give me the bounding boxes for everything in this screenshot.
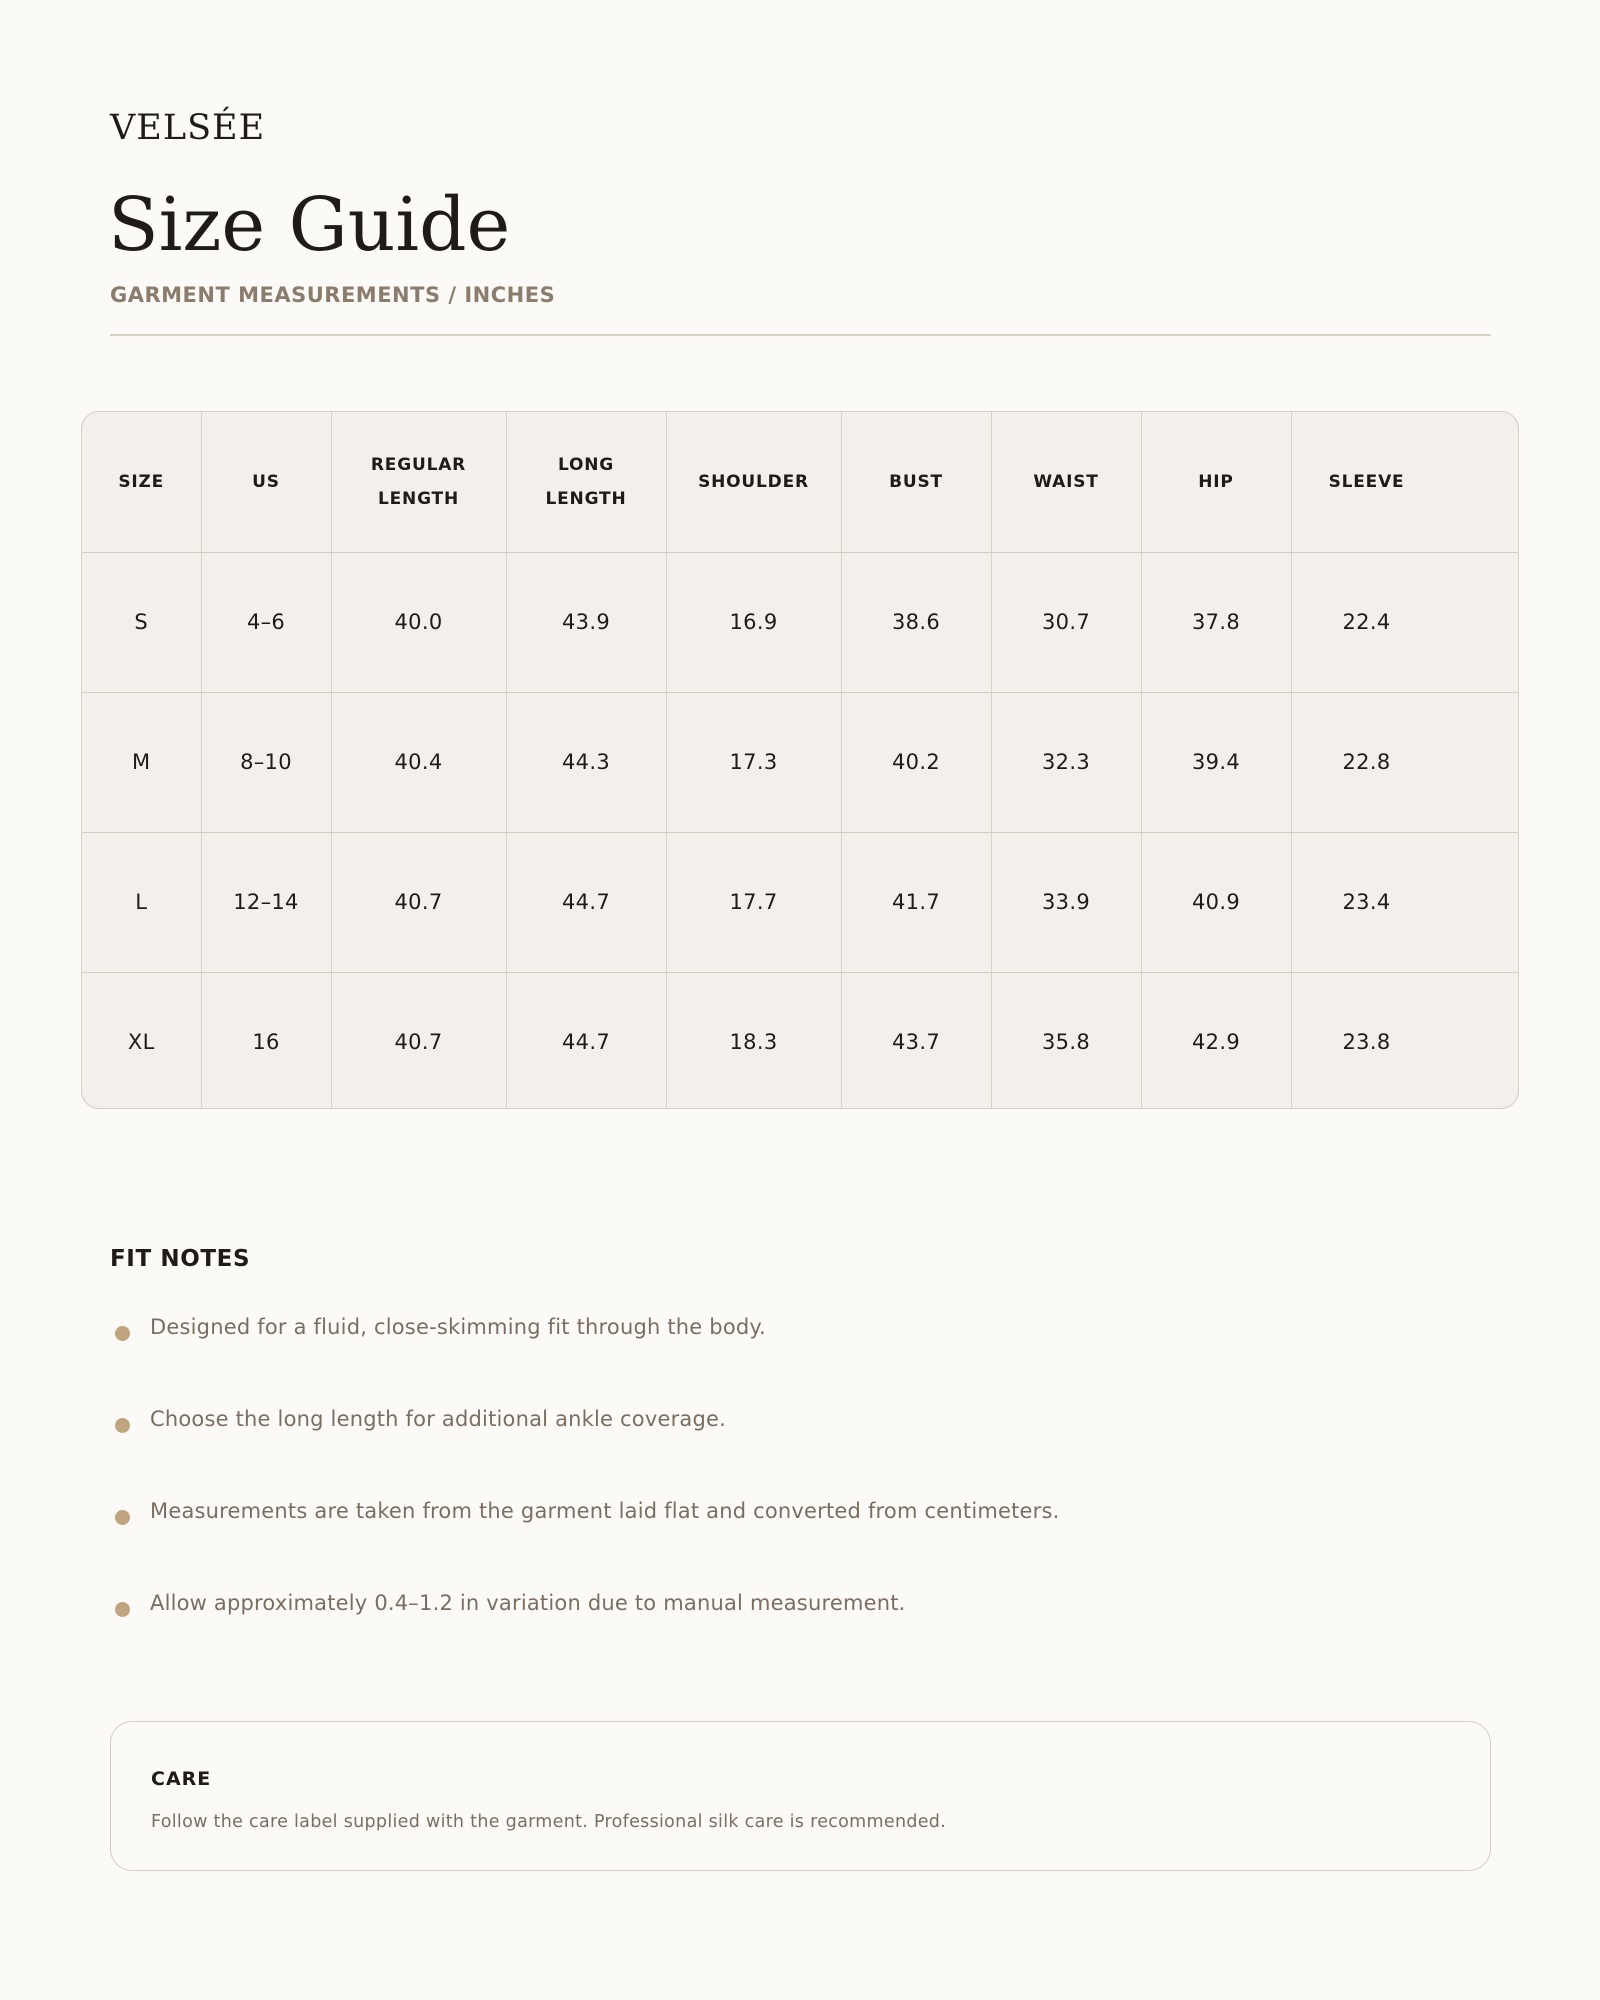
fit-note-text: Choose the long length for additional ankle coverage. xyxy=(150,1407,727,1431)
cell-hip: 42.9 xyxy=(1141,972,1291,1109)
size-table-card xyxy=(81,411,1519,1109)
bullet-dot-icon xyxy=(115,1602,130,1617)
cell-shoulder: 17.3 xyxy=(666,692,841,832)
fit-note-item xyxy=(110,1491,1060,1531)
cell-regular-length: 40.7 xyxy=(331,832,506,972)
cell-hip: 39.4 xyxy=(1141,692,1291,832)
care-heading: CARE xyxy=(151,1768,212,1790)
cell-hip: 40.9 xyxy=(1141,832,1291,972)
header-hip: HIP xyxy=(1141,412,1291,552)
cell-us: 12–14 xyxy=(201,832,331,972)
cell-long-length: 43.9 xyxy=(506,552,666,692)
cell-regular-length: 40.7 xyxy=(331,972,506,1109)
cell-sleeve: 23.4 xyxy=(1291,832,1518,972)
cell-us: 4–6 xyxy=(201,552,331,692)
size-table xyxy=(82,412,1518,1109)
fit-note-item xyxy=(110,1583,906,1623)
header-regular-length: REGULAR LENGTH xyxy=(331,412,506,552)
cell-size: XL xyxy=(82,972,201,1109)
cell-size: M xyxy=(82,692,201,832)
cell-waist: 33.9 xyxy=(991,832,1141,972)
header-shoulder: SHOULDER xyxy=(666,412,841,552)
cell-shoulder: 16.9 xyxy=(666,552,841,692)
care-text: Follow the care label supplied with the garment. Professional silk care is recommended. xyxy=(151,1812,947,1832)
header-bust: BUST xyxy=(841,412,991,552)
cell-waist: 35.8 xyxy=(991,972,1141,1109)
cell-waist: 32.3 xyxy=(991,692,1141,832)
care-card xyxy=(110,1721,1491,1871)
table-row xyxy=(82,972,1518,1109)
cell-sleeve: 23.8 xyxy=(1342,1030,1391,1055)
cell-size: S xyxy=(82,552,201,692)
header-long-length: LONG LENGTH xyxy=(506,412,666,552)
cell-shoulder: 18.3 xyxy=(666,972,841,1109)
cell-sleeve: 22.8 xyxy=(1291,692,1518,832)
cell-waist: 30.7 xyxy=(991,552,1141,692)
header-waist: WAIST xyxy=(991,412,1141,552)
cell-bust: 40.2 xyxy=(841,692,991,832)
table-row xyxy=(82,692,1518,832)
cell-sleeve: 22.4 xyxy=(1291,552,1518,692)
fit-note-text: Designed for a fluid, close-skimming fit through the body. xyxy=(150,1315,766,1339)
fit-notes-heading: FIT NOTES xyxy=(110,1246,251,1272)
fit-note-item xyxy=(110,1307,766,1347)
header-sleeve: SLEEVE xyxy=(1291,412,1518,552)
cell-size: L xyxy=(82,832,201,972)
header-size: SIZE xyxy=(82,412,201,552)
fit-note-text: Allow approximately 0.4–1.2 in variation due to manual measurement. xyxy=(150,1591,906,1615)
cell-bust: 38.6 xyxy=(841,552,991,692)
fit-note-item xyxy=(110,1399,726,1439)
cell-regular-length: 40.0 xyxy=(331,552,506,692)
cell-regular-length: 40.4 xyxy=(331,692,506,832)
bullet-dot-icon xyxy=(115,1418,130,1433)
cell-long-length: 44.3 xyxy=(506,692,666,832)
bullet-dot-icon xyxy=(115,1326,130,1341)
cell-us: 16 xyxy=(201,972,331,1109)
bullet-dot-icon xyxy=(115,1510,130,1525)
table-row xyxy=(82,832,1518,972)
table-row xyxy=(82,552,1518,692)
cell-bust: 43.7 xyxy=(841,972,991,1109)
page-subtitle: GARMENT MEASUREMENTS / INCHES xyxy=(110,283,556,307)
page-title: Size Guide xyxy=(108,182,511,268)
table-header-row xyxy=(82,412,1518,552)
cell-us: 8–10 xyxy=(201,692,331,832)
brand-logo: VELSÉE xyxy=(110,108,266,148)
cell-long-length: 44.7 xyxy=(506,972,666,1109)
fit-note-text: Measurements are taken from the garment laid flat and converted from centimeters. xyxy=(150,1499,1060,1523)
header-divider xyxy=(110,334,1491,336)
header-us: US xyxy=(201,412,331,552)
cell-long-length: 44.7 xyxy=(506,832,666,972)
cell-shoulder: 17.7 xyxy=(666,832,841,972)
cell-bust: 41.7 xyxy=(841,832,991,972)
cell-hip: 37.8 xyxy=(1141,552,1291,692)
